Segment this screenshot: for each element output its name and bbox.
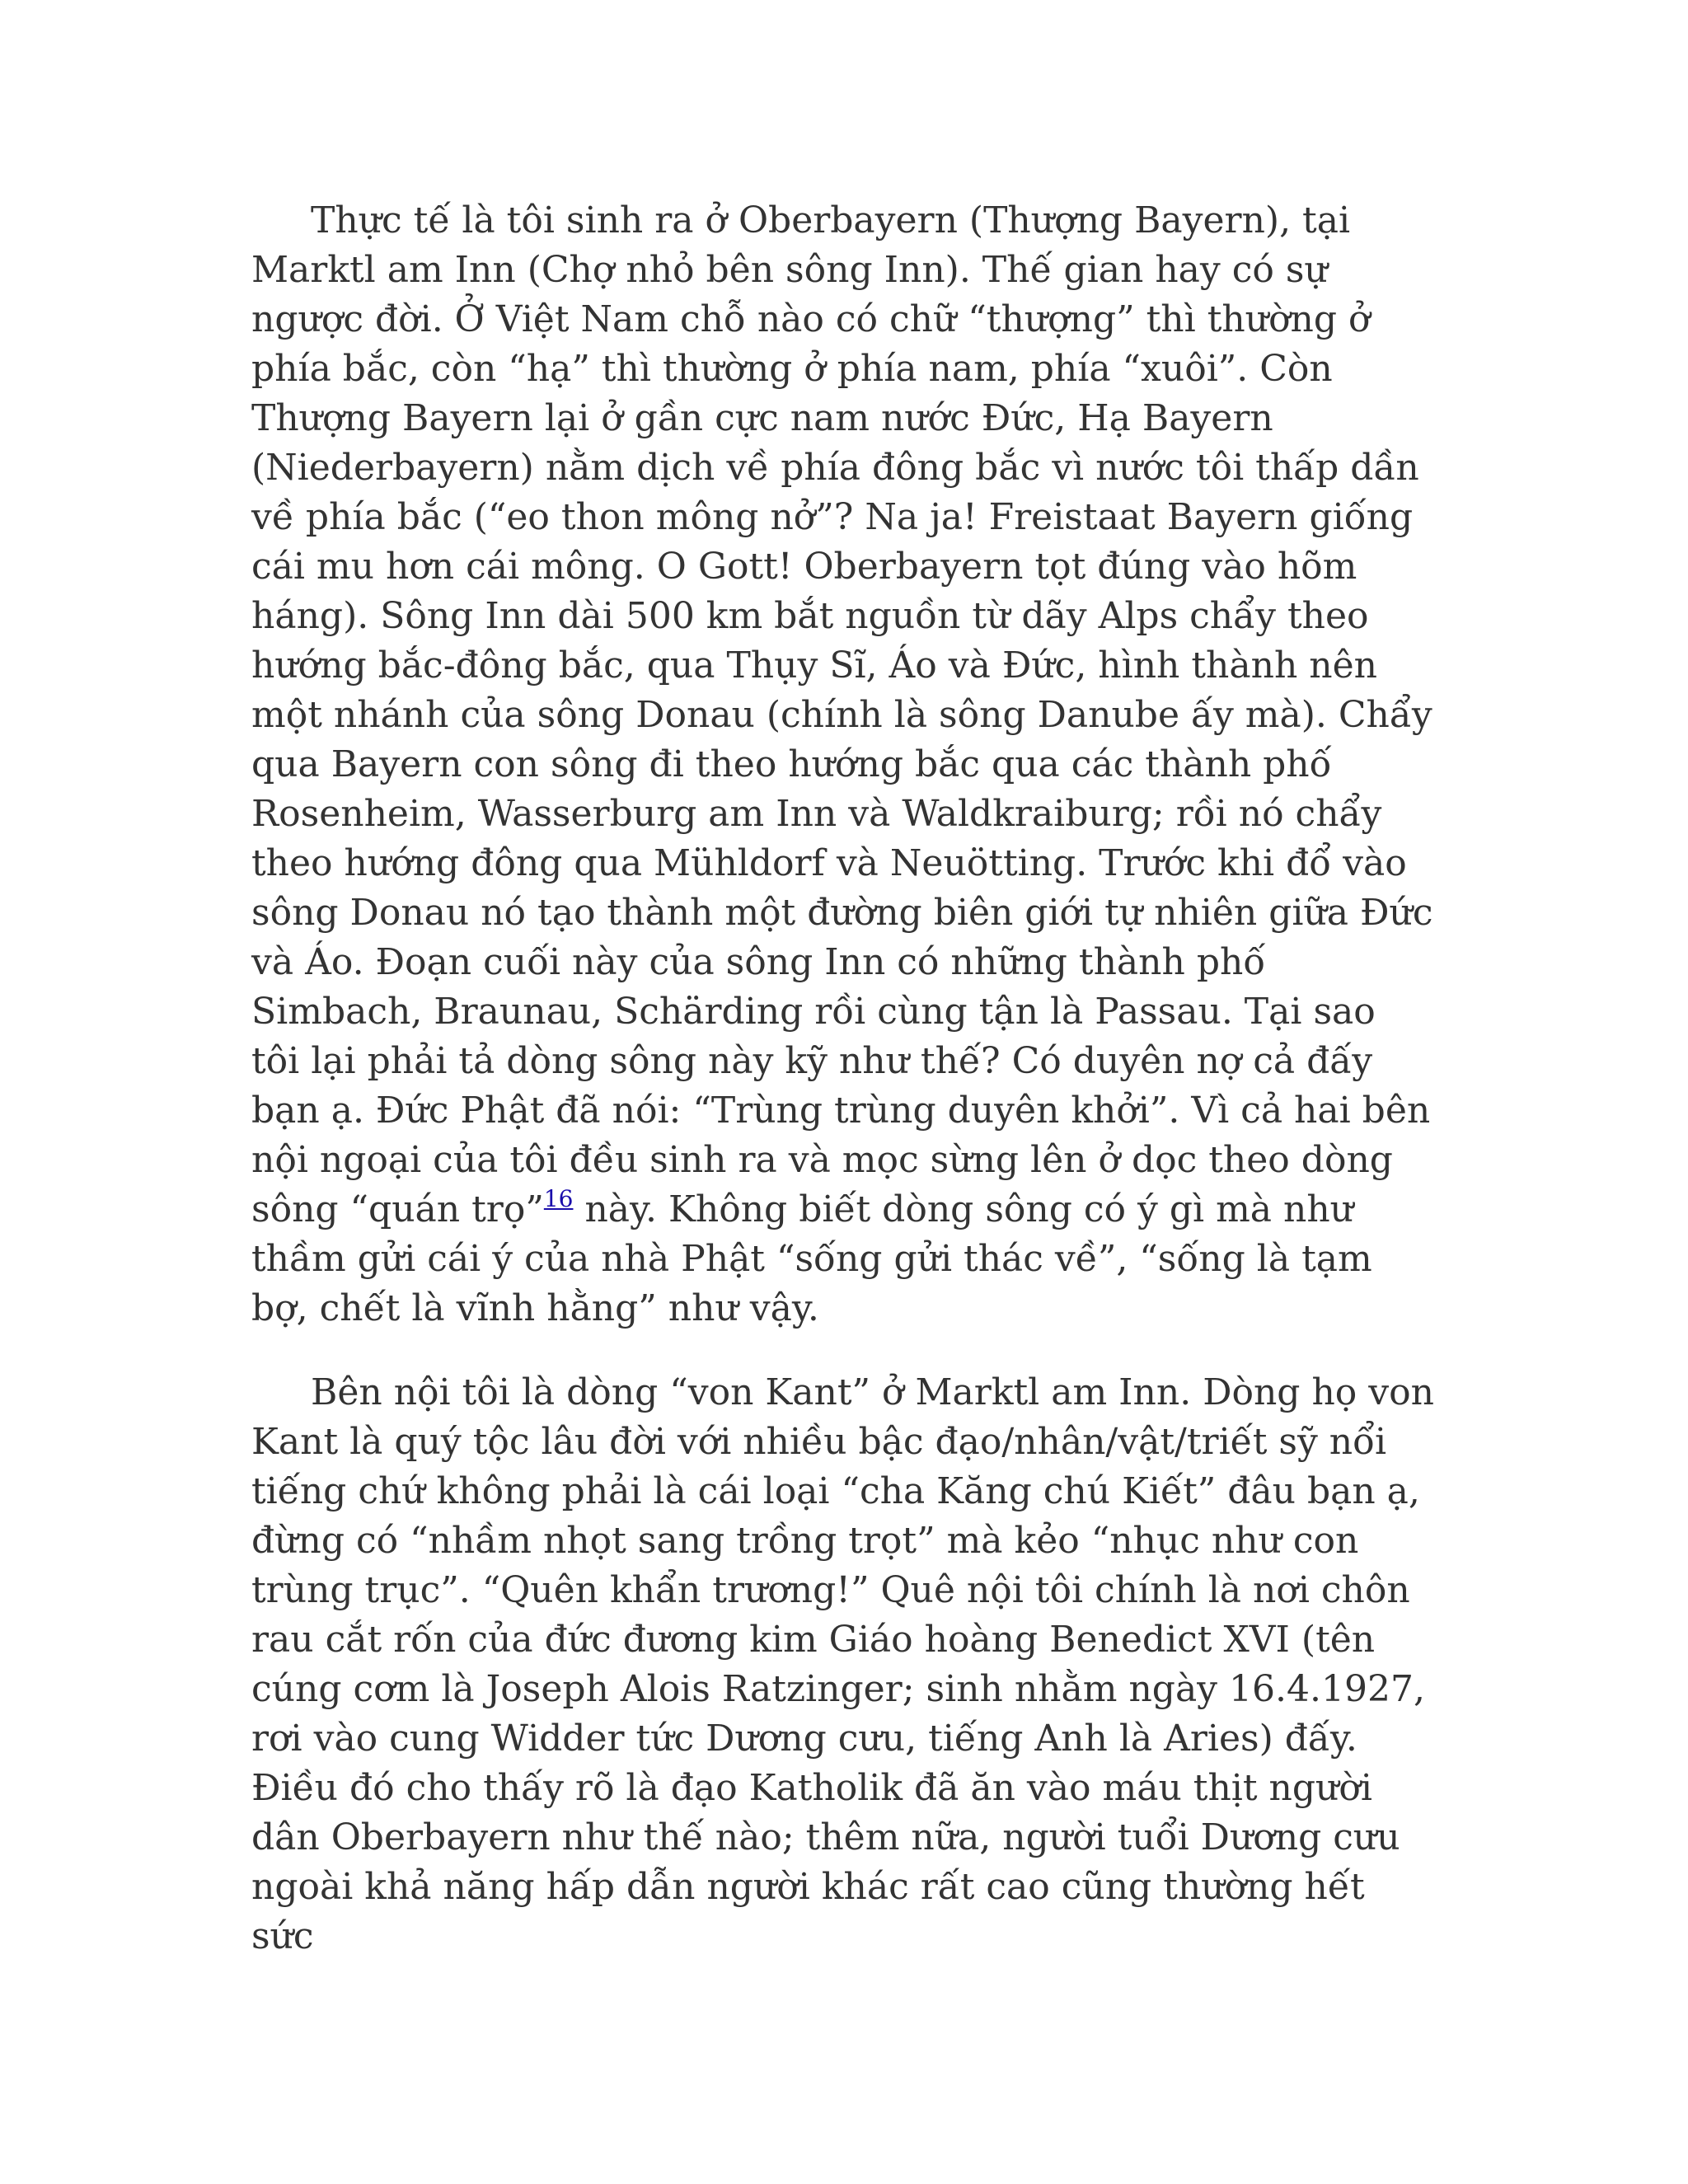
paragraph-1-text: Thực tế là tôi sinh ra ở Oberbayern (Thượng Bayern), tại Marktl am Inn (Chợ nhỏ bên sông Inn). Thế gian hay có sự ngược đời. Ở Việt Nam chỗ nào có chữ “thượng” thì thường ở phía bắc, còn “hạ” thì thường ở phía nam, phía “xuôi”. Còn Thượng Bayern lại ở gần cực nam nước Đức, Hạ Bayern (Niederbayern) nằm dịch về phía đông bắc vì nước tôi thấp dần về phía bắc (“eo thon mông nở”? Na ja! Freistaat Bayern giống cái mu hơn cái mông. O Gott! Oberbayern tọt đúng vào hõm háng). Sông Inn dài 500 km bắt nguồn từ dãy Alps chẩy theo hướng bắc-đông bắc, qua Thụy Sĩ, Áo và Đức, hình thành nên một nhánh của sông Donau (chính là sông Danube ấy mà). Chẩy qua Bayern con sông đi theo hướng bắc qua các thành phố Rosenheim, Wasserburg am Inn và Waldkraiburg; rồi nó chẩy theo hướng đông qua Mühldorf và Neuötting. Trước khi đổ vào sông Donau nó tạo thành một đường biên giới tự nhiên giữa Đức và Áo. Đoạn cuối này của sông Inn có những thành phố Simbach, Braunau, Schärding rồi cùng tận là Passau. Tại sao tôi lại phải tả dòng sông này kỹ như thế? Có duyên nợ cả đấy bạn ạ. Đức Phật đã nói: “Trùng trùng duyên khởi”. Vì cả hai bên nội ngoại của tôi đều sinh ra và mọc sừng lên ở dọc theo dòng sông “quán trọ” [251, 199, 1433, 1230]
paragraph-2-text: Bên nội tôi là dòng “von Kant” ở Marktl am Inn. Dòng họ von Kant là quý tộc lâu đời với nhiều bậc đạo/nhân/vật/triết sỹ nổi tiếng chứ không phải là cái loại “cha Kăng chú Kiết” đâu bạn ạ, đừng có “nhầm nhọt sang trồng trọt” mà kẻo “nhục như con trùng trục”. “Quên khẩn trương!” Quê nội tôi chính là nơi chôn rau cắt rốn của đức đương kim Giáo hoàng Benedict XVI (tên cúng cơm là Joseph Alois Ratzinger; sinh nhằm ngày 16.4.1927, rơi vào cung Widder tức Dương cưu, tiếng Anh là Aries) đấy. Điều đó cho thấy rõ là đạo Katholik đã ăn vào máu thịt người dân Oberbayern như thế nào; thêm nữa, người tuổi Dương cưu ngoài khả năng hấp dẫn người khác rất cao cũng thường hết sức [251, 1371, 1434, 1957]
footnote-link-16[interactable]: 16 [543, 1185, 574, 1212]
paragraph-2 [251, 1368, 1434, 1961]
paragraph-1-text-continued: này. Không biết dòng sông có ý gì mà như thầm gửi cái ý của nhà Phật “sống gửi thác về”, “sống là tạm bợ, chết là vĩnh hằng” như vậy. [251, 1188, 1372, 1329]
body-text [251, 196, 1434, 1961]
paragraph-1 [251, 196, 1434, 1333]
